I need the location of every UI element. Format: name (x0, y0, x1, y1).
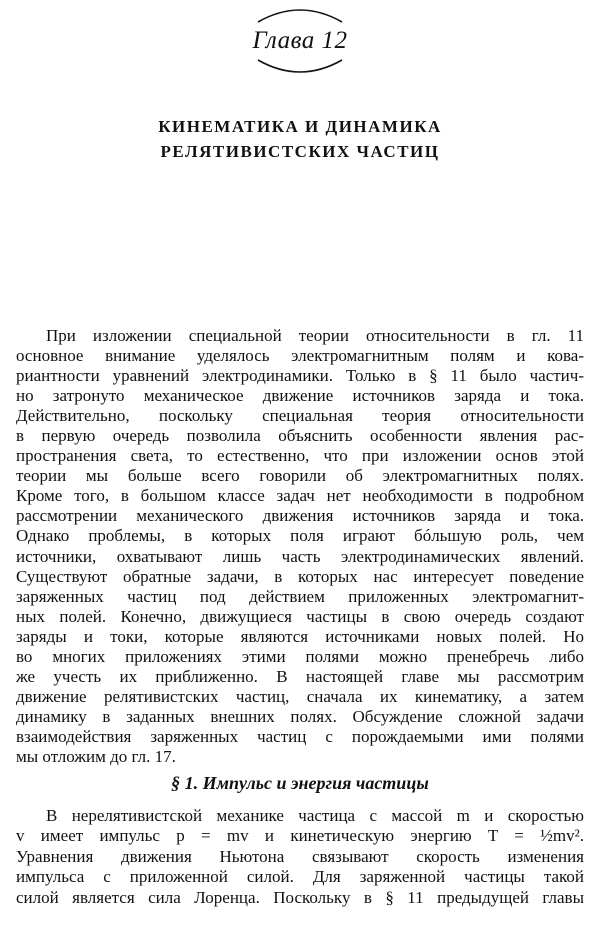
text-line: Существуют обратные задачи, в которых нас интересует поведение (16, 566, 584, 586)
section-heading: § 1. Импульс и энергия частицы (171, 773, 429, 793)
text-line: Однако проблемы, в которых поля играют бóльшую роль, чем (16, 526, 584, 546)
text-line: риантности уравнений электродинамики. Только в § 11 было частич- (16, 366, 584, 386)
text-line: ных полей. Конечно, движущиеся частицы в свою очередь создают (16, 606, 584, 626)
intro-paragraph (16, 326, 584, 767)
chapter-title-line: РЕЛЯТИВИСТСКИХ ЧАСТИЦ (160, 142, 440, 161)
text-line: но затронуто механическое движение источников заряда и тока. (16, 386, 584, 406)
section-paragraph (16, 806, 584, 908)
text-line: же учесть их приближенно. В настоящей главе мы рассмотрим (16, 666, 584, 686)
text-line: заряженных частиц под действием приложенных электромагнит- (16, 586, 584, 606)
text-line: взаимодействия заряженных частиц с порождаемыми ими полями (16, 726, 584, 746)
chapter-title-line: КИНЕМАТИКА И ДИНАМИКА (158, 117, 442, 136)
text-line: заряды и токи, которые являются источниками новых полей. Но (16, 626, 584, 646)
chapter-heading-frame (0, 0, 600, 90)
text-line: в первую очередь позволила объяснить особенности явления рас- (16, 426, 584, 446)
text-line: источники, охватывают лишь часть электродинамических явлений. (16, 546, 584, 566)
chapter-title (0, 114, 600, 164)
text-line: динамику в заданных внешних полях. Обсуждение сложной задачи (16, 706, 584, 726)
text-line: Кроме того, в большом классе задач нет необходимости в подробном (16, 486, 584, 506)
chapter-label: Глава 12 (252, 27, 348, 54)
text-line: v имеет импульс p = mv и кинетическую энергию T = ½mv². (16, 826, 584, 846)
text-line: силой является сила Лоренца. Поскольку в § 11 предыдущей главы (16, 887, 584, 907)
text-line: Уравнения движения Ньютона связывают скорость изменения (16, 846, 584, 866)
text-line: В нерелятивистской механике частица с массой m и скоростью (46, 806, 584, 825)
text-line: движение релятивистских частиц, сначала их кинематику, а затем (16, 686, 584, 706)
text-line: теории мы больше всего говорили об электромагнитных полях. (16, 466, 584, 486)
text-line: рассмотрении механического движения источников заряда и тока. (16, 506, 584, 526)
text-line: Действительно, поскольку специальная теория относительности (16, 406, 584, 426)
text-line: мы отложим до гл. 17. (16, 746, 176, 766)
text-line: пространения света, то естественно, что при изложении основ этой (16, 446, 584, 466)
text-line: импульса с приложенной силой. Для заряженной частицы такой (16, 867, 584, 887)
text-line: При изложении специальной теории относительности в гл. 11 (46, 326, 584, 345)
text-line: основное внимание уделялось электромагнитным полям и кова- (16, 346, 584, 366)
text-line: во многих приложениях этими полями можно пренебречь либо (16, 646, 584, 666)
